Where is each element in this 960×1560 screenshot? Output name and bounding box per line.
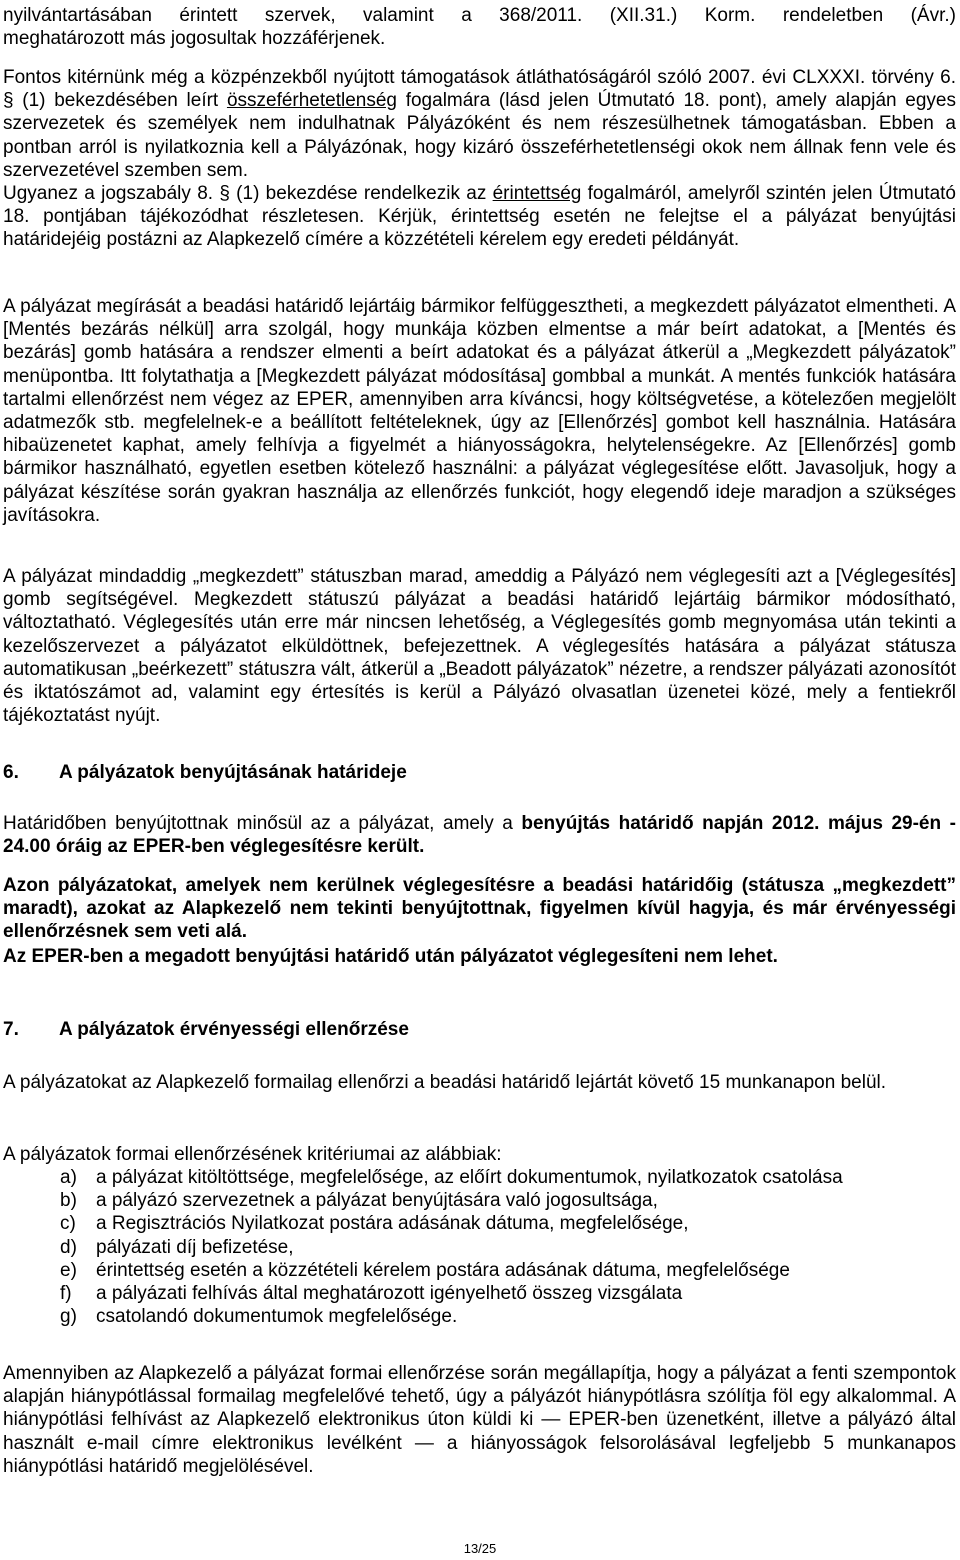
deadline-text: benyújtás határidő napján 2012. május 29-én - 24.00 óráig az EPER-ben véglegesítésre került.: [3, 813, 956, 858]
paragraph-line: nyilvántartásában érintett szervek, valamint a 368/2011. (XII.31.) Korm. rendeletben (Ávr.): [3, 5, 956, 26]
list-item: [3, 1259, 943, 1282]
list-text: csatolandó dokumentumok megfelelősége.: [96, 1306, 458, 1328]
list-text: érintettség esetén a közzétételi kérelem postára adásának dátuma, megfelelősége: [96, 1259, 790, 1281]
paragraph-conflict-of-interest: [3, 66, 956, 252]
section-number: 6.: [3, 762, 19, 783]
section-heading-6: [3, 761, 407, 784]
list-item: [3, 1236, 943, 1259]
list-letter: e): [60, 1259, 77, 1281]
list-item: [3, 1189, 943, 1212]
text-span: fogalmára (lásd jelen Útmutató 18. pont), amely alapján egyes szervezetek és személyek nem indulhatnak Pályázóként és nem részesülhetnek támogatásban. Ebben a pontban arról is nyilatkoznia kell a Pályázónak, hogy kizáró összeférhetetlenségi okok nem állnak fenn vele és szervezetével szemben sem.: [3, 90, 956, 181]
list-item: [3, 1282, 943, 1305]
text-span: Ugyanez a jogszabály 8. § (1) bekezdése rendelkezik az: [3, 183, 493, 205]
list-letter: c): [60, 1213, 76, 1235]
paragraph-deficiency-notice: Amennyiben az Alapkezelő a pályázat formai ellenőrzése során megállapítja, hogy a pályázat a fenti szempontok alapján hiánypótlással formailag megfelelővé tehető, úgy a pályázót hiánypótlásra szólítja föl egy alkalommal. A hiánypótlási felhívást az Alapkezelő elektronikus úton küldi ki — EPER-ben üzenetként, illetve a pályázó által használt e-mail címre elektronikus levélként — a hiányosságok felsorolásával legfeljebb 5 munkanapos hiánypótlási határidő megjelölésével.: [3, 1363, 956, 1477]
paragraph-formal-check: A pályázatokat az Alapkezelő formailag ellenőrzi a beadási határidő lejártát követő 15 munkanapon belül.: [3, 1072, 887, 1093]
paragraph-late-submission: Azon pályázatokat, amelyek nem kerülnek véglegesítésre a beadási határidőig (státusza „megkezdett” maradt), azokat az Alapkezelő nem tekinti benyújtottnak, figyelmen kívül hagyja, és már érvényességi ellenőrzésnek sem veti alá.: [3, 875, 956, 943]
list-letter: a): [60, 1167, 77, 1188]
list-text: a pályázati felhívás által meghatározott igényelhető összeg vizsgálata: [96, 1282, 683, 1304]
section-title: A pályázatok benyújtásának határideje: [59, 762, 407, 783]
text-span: fogalmáról, amelyről szintén jelen Útmutató 18. pontjában tájékozódhat részletesen. Kérjük, érintettség esetén ne felejtse el a pályázat benyújtási határidejéig postázni az Alapkezelő címére a közzétételi kérelem egy eredeti példányát.: [3, 183, 956, 251]
list-text: a Regisztrációs Nyilatkozat postára adásának dátuma, megfelelősége,: [96, 1213, 689, 1235]
paragraph-avr-access: [3, 4, 956, 50]
text-span: Határidőben benyújtottnak minősül az a pályázat, amely a: [3, 813, 522, 834]
list-item: [3, 1212, 943, 1235]
list-letter: d): [60, 1236, 77, 1258]
paragraph-criteria-intro: A pályázatok formai ellenőrzésének kritériumai az alábbiak:: [3, 1144, 502, 1165]
paragraph-line: meghatározott más jogosultak hozzáférjenek.: [3, 28, 386, 50]
paragraph-finalization: A pályázat mindaddig „megkezdett” státuszban marad, ameddig a Pályázó nem véglegesíti azt a [Véglegesítés] gomb segítségével. Megkezdett státuszú pályázat a beadási határidő lejártáig bármikor módosítható, változtatható. Véglegesítés után erre már nincsen lehetőség, a Véglegesítés gomb megnyomása után tekinti a kezelőszervezet a pályázatot elküldöttnek, befejezettnek. A véglegesítés hatására a pályázat státusza automatikusan „beérkezett” státuszra vált, átkerül a „Beadott pályázatok” nézetre, a rendszer pályázati azonosítót és iktatószámot ad, valamint egy értesítés is kerül a Pályázó olvasatlan üzenetei közé, mely a fentiekről tájékoztatást nyújt.: [3, 566, 956, 727]
list-letter: g): [60, 1306, 77, 1328]
list-text: pályázati díj befizetése,: [96, 1236, 294, 1258]
text-span: Fontos kitérnünk még a közpénzekből nyújtott támogatások átláthatóságáról szóló 2007. évi CLXXXI. törvény 6. § (1) bekezdésében leírt: [3, 67, 956, 112]
criteria-list: [3, 1166, 943, 1328]
term-osszeferhetetlenseg: összeférhetetlenség: [226, 90, 397, 112]
list-letter: f): [60, 1282, 72, 1304]
paragraph-deadline: [3, 812, 956, 858]
list-letter: b): [60, 1190, 77, 1212]
paragraph-no-late-finalization: Az EPER-ben a megadott benyújtási határidő után pályázatot véglegesíteni nem lehet.: [3, 946, 778, 967]
term-erintettseg: érintettség: [492, 183, 582, 205]
list-text: a pályázó szervezetnek a pályázat benyújtására való jogosultsága,: [96, 1190, 658, 1212]
list-item: [3, 1166, 943, 1189]
page-number: 13/25: [463, 1541, 497, 1556]
paragraph-saving: A pályázat megírását a beadási határidő lejártáig bármikor felfüggesztheti, a megkezdett pályázatot elmentheti. A [Mentés bezárás nélkül] arra szolgál, hogy munkája közben elmentse a már beírt adatokat, a [Mentés és bezárás] gomb hatására a rendszer elmenti a beírt adatokat és a pályázat átkerül a „Megkezdett pályázatok” menüpontba. Itt folytathatja a [Megkezdett pályázat módosítása] gombbal a munkát. A mentés funkciók hatására tartalmi ellenőrzést nem végez az EPER, amennyiben arra kíváncsi, hogy költségvetése, a kötelezően megjelölt adatmezők stb. megfelelnek-e a beállított feltételeknek, úgy az [Ellenőrzés] gombot kell használnia. Hatására hibaüzenetet kaphat, amely felhívja a figyelmét a hiányosságokra, helytelenségekre. Az [Ellenőrzés] gomb bármikor használható, egyetlen esetben kötelező használni: a pályázat véglegesítése előtt. Javasoljuk, hogy a pályázat készítése során gyakran használja az ellenőrzés funkciót, hogy elegendő ideje maradjon a szükséges javításokra.: [3, 296, 956, 526]
list-text: a pályázat kitöltöttsége, megfelelősége, az előírt dokumentumok, nyilatkozatok csatolása: [96, 1167, 843, 1188]
section-heading-7: [3, 1018, 409, 1041]
section-number: 7.: [3, 1019, 19, 1040]
section-title: A pályázatok érvényességi ellenőrzése: [59, 1019, 409, 1040]
list-item: [3, 1305, 943, 1328]
